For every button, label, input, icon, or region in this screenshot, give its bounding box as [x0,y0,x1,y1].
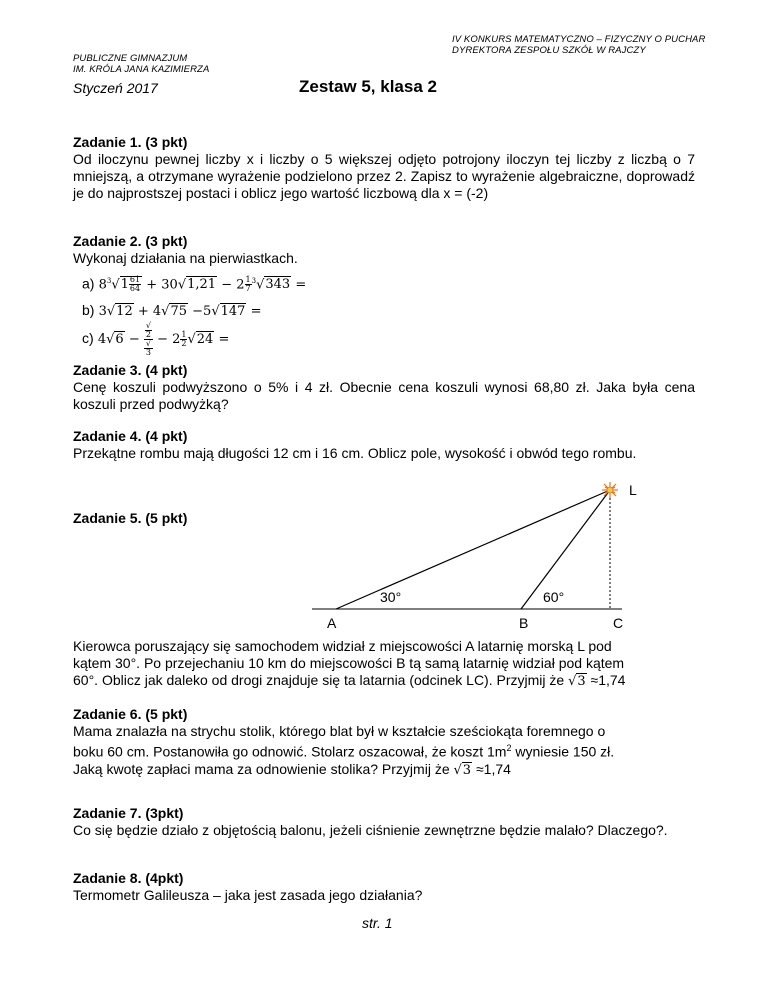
task-4-heading: Zadanie 4. (4 pkt) [73,428,188,444]
task-2b-label: b) [82,302,95,318]
radical-sign: √ [106,304,116,319]
c-fn: 2 [145,330,151,339]
a-whole: 1 [120,277,129,293]
task-2-heading: Zadanie 2. (3 pkt) [73,233,188,249]
a-plus: + 30 [146,277,178,293]
angle-B-label: 60° [543,589,565,605]
task-6-sup: 2 [506,743,512,753]
a-den: 64 [129,284,141,294]
radical-sign: √ [111,277,120,293]
label-L: L [629,482,637,498]
page-title: Zestaw 5, klasa 2 [299,77,437,96]
task-6-line-3 [73,761,614,780]
task-3-body: Cenę koszuli podwyższono o 5% i 4 zł. Obecnie cena koszuli wynosi 68,80 zł. Jaka była cena koszuli przed podwyżką? [73,379,695,412]
task-6-line-1: Mama znalazła na strychu stolik, którego blat był w kształcie sześciokąta foremnego o [73,723,606,739]
sqrt3-expr: √3 [453,762,472,778]
a-fnum: 1 [245,275,251,285]
task-6-line-2b: wyniesie 150 zł. [511,743,615,760]
b-c3: −5 [192,304,212,319]
task-1 [73,134,695,202]
task-8-heading: Zadanie 8. (4pkt) [73,870,184,886]
task-5-line-1: Kierowca poruszający się samochodem widział z miejscowości A latarnię morską L pod [73,638,612,654]
lighthouse-icon [602,482,618,498]
task-2a-label: a) [82,275,95,292]
contest-line-2: DYREKTORA ZESPOŁU SZKÓŁ W RAJCZY [452,45,646,56]
task-6-approx: ≈1,74 [475,760,511,777]
a-fden: 7 [245,284,251,294]
school-line-2: IM. KRÓLA JANA KAZIMIERZA [73,64,210,75]
task-1-body: Od iloczynu pewnej liczby x i liczby o 5 większej odjęto potrojony iloczyn tej liczby z liczbą o 7 mniejszą, a otrzymane wyrażenie podzielono przez 2. Zapisz to wyrażenie algebraiczne, doprowadź je do najprostszej postaci i oblicz jego wartość liczbową dla x = (-2) [73,151,695,201]
a-coef-1: 8 [98,277,107,293]
a-num: 61 [129,275,141,285]
task-2c [82,322,229,357]
task-2 [73,233,298,267]
sqrt3-val: 3 [462,762,472,778]
task-5-line-2: kątem 30°. Po przejechaniu 10 km do miejscowości B tą samą latarnię widział pod kątem [73,655,625,671]
b-r2: 75 [170,304,187,319]
a-index-1: 3 [106,277,112,285]
sqrt3-val: 3 [577,674,586,689]
c-r1: 6 [115,332,124,347]
task-2-intro: Wykonaj działania na pierwiastkach. [73,250,298,266]
a-minus: − 2 [221,277,245,293]
c-fden: 2 [181,339,187,348]
c-fd: 3 [145,348,151,357]
a-fraction-1 [129,276,141,293]
task-5-line-3-text: 60°. Oblicz jak daleko od drogi znajduje się ta latarnia (odcinek LC). Przyjmij że [73,672,565,688]
b-eq: = [250,304,262,319]
label-A: A [327,615,337,631]
task-2a [82,272,306,294]
a-radicand-2: 1,21 [187,277,217,293]
task-5-line-3 [73,672,625,691]
radical-sign: √ [211,304,220,319]
task-1-heading: Zadanie 1. (3 pkt) [73,134,188,150]
school-name [73,53,209,75]
radical-sign: √ [187,332,196,347]
task-5-heading: Zadanie 5. (5 pkt) [73,510,188,526]
line-BL [521,490,610,609]
c-eq: = [218,332,230,347]
c-fn-wrap: √ 2 [145,321,151,339]
sqrt3-expr: √3 [568,674,586,689]
c-c1: 4 [97,332,107,347]
task-6-line-3-text: Jaką kwotę zapłaci mama za odnowienie stolika? Przyjmij że [73,760,450,777]
c-minus-2: − 2 [157,332,181,347]
b-r3: 147 [220,304,246,319]
task-8-body: Termometr Galileusza – jaka jest zasada jego działania? [73,887,423,903]
task-3 [73,362,695,413]
task-5-body [73,638,625,691]
lighthouse-diagram [300,478,660,638]
task-7-heading: Zadanie 7. (3pkt) [73,805,184,821]
page-number: str. 1 [362,915,393,931]
c-fnum: 1 [181,330,187,339]
a-radicand-3: 343 [265,277,291,293]
radical-sign: √ [177,277,187,293]
label-C: C [613,615,624,631]
c-minus: − [128,332,140,347]
c-fraction-1 [144,322,153,357]
c-fd-wrap: √ 3 [145,339,151,357]
task-4 [73,428,695,462]
a-eq: = [295,277,307,293]
task-6-line-2 [73,740,614,761]
line-AL [336,490,610,609]
contest-title [452,34,705,56]
task-7 [73,805,695,839]
b-r1: 12 [116,304,133,319]
b-c1: 3 [98,304,107,319]
task-4-body: Przekątne rombu mają długości 12 cm i 16 cm. Oblicz pole, wysokość i obwód tego rombu. [73,445,637,461]
date: Styczeń 2017 [73,80,158,96]
task-8 [73,870,422,904]
radical-sign: √ [106,332,115,347]
task-7-body: Co się będzie działo z objętością balonu, jeżeli ciśnienie zewnętrzne będzie malało? Dlaczego?. [73,822,668,838]
a-fraction-2 [245,276,252,293]
task-2c-label: c) [82,330,94,346]
a-radicand-1 [120,276,142,292]
task-6-heading: Zadanie 6. (5 pkt) [73,706,188,722]
task-6 [73,706,614,780]
radical-sign: √ [161,304,170,319]
b-c2: + 4 [137,304,162,319]
task-5-approx: ≈1,74 [590,672,626,688]
task-2b [82,301,261,321]
angle-A-label: 30° [380,589,402,605]
label-B: B [519,615,529,631]
school-line-1: PUBLICZNE GIMNAZJUM [73,53,188,64]
radical-sign: √ [256,277,265,293]
task-6-line-2a: boku 60 cm. Postanowiła go odnowić. Stolarz oszacował, że koszt 1m [73,743,507,760]
c-r2: 24 [196,332,214,347]
a-index-3: 3 [251,277,257,285]
contest-line-1: IV KONKURS MATEMATYCZNO – FIZYCZNY O PUCHAR [452,34,706,45]
task-3-heading: Zadanie 3. (4 pkt) [73,362,188,378]
